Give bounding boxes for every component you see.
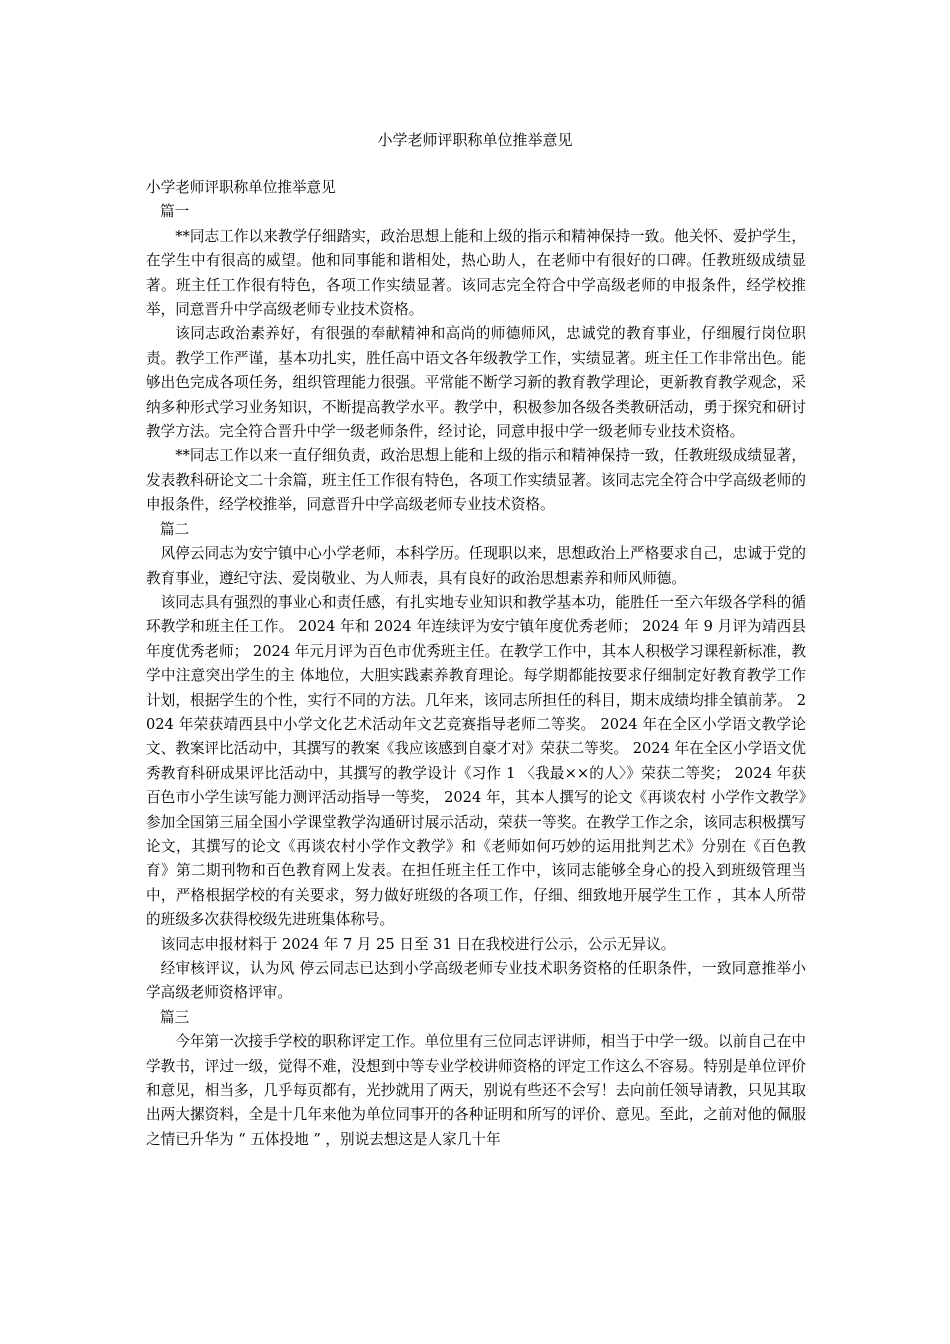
document-heading: 小学老师评职称单位推举意见	[146, 179, 336, 196]
paragraph: 该同志申报材料于 2024 年 7 月 25 日至 31 日在我校进行公示，公示无异议。	[160, 935, 676, 953]
paragraph: **同志工作以来教学仔细踏实，政治思想上能和上级的指示和精神保持一致。他关怀、爱护学生，在学生中有很高的威望。他和同事能和谐相处，热心助人，在老师中有很好的口碑。任教班级成绩显著。班主任工作很有特色，各项工作实绩显著。该同志完全符合中学高级老师的申报条件，经学校推举，同意晋升中学高级老师专业技术资格。	[146, 227, 806, 319]
document-body	[146, 176, 806, 1152]
paragraph: 篇二	[160, 520, 190, 538]
paragraph: 篇三	[160, 1008, 190, 1026]
paragraph: 该同志政治素养好，有很强的奉献精神和高尚的师德师风，忠诚党的教育事业，仔细履行岗位职责。教学工作严谨，基本功扎实，胜任高中语文各年级教学工作，实绩显著。班主任工作非常出色。能够出色完成各项任务，组织管理能力很强。平常能不断学习新的教育教学理论，更新教育教学观念，采纳多种形式学习业务知识，不断提高教学水平。教学中，积极参加各级各类教研活动，勇于探究和研讨教学方法。完全符合晋升中学一级老师条件，经讨论，同意申报中学一级老师专业技术资格。	[146, 325, 806, 441]
paragraph: 风停云同志为安宁镇中心小学老师，本科学历。任现职以来，思想政治上严格要求自己，忠诚于党的教育事业，遵纪守法、爱岗敬业、为人师表，具有良好的政治思想素养和师风师德。	[146, 545, 806, 587]
paragraph: 该同志具有强烈的事业心和责任感，有扎实地专业知识和教学基本功，能胜任一至六年级各学科的循环教学和班主任工作。 2024 年和 2024 年连续评为安宁镇年度优秀老师； 2024 年 9 月评为靖西县年度优秀老师； 2024 年元月评为百色市优秀班主任。在教学工作中，其本人积极学习课程新标准，教学中注意突出学生的主 体地位，大胆实践素养教育理论。每学期都能按要求仔细制定好教育教学工作计划，根据学生的个性，实行不同的方法。几年来，该同志所担任的科目，期末成绩均排全镇前茅。 2024 年荣获靖西县中小学文化艺术活动年文艺竞赛指导老师二等奖。 2024 年在全区小学语文教学论文、教案评比活动中，其撰写的教案《我应该感到自豪才对》荣获二等奖。 2024 年在全区小学语文优秀教育科研成果评比活动中，其撰写的教学设计《习作 1 〈我最××的人〉》荣获二等奖； 2024 年获百色市小学生读写能力测评活动指导一等奖， 2024 年，其本人撰写的论文《再谈农村 小学作文教学》参加全国第三届全国小学课堂教学沟通研讨展示活动，荣获一等奖。在教学工作之余，该同志积极撰写论文，其撰写的论文《再谈农村小学作文教学》和《老师如何巧妙的运用批判艺术》分别在《百色教育》第二期刊物和百色教育网上发表。在担任班主任工作中，该同志能够全身心的投入到班级管理当中，严格根据学校的有关要求，努力做好班级的各项工作，仔细、细致地开展学生工作 ，其本人所带的班级多次获得校级先进班集体称号。	[146, 593, 806, 929]
paragraph: 经审核评议，认为风 停云同志已达到小学高级老师专业技术职务资格的任职条件，一致同意推举小学高级老师资格评审。	[146, 960, 806, 1002]
paragraph: 篇一	[160, 203, 190, 221]
paragraph: 今年第一次接手学校的职称评定工作。单位里有三位同志评讲师，相当于中学一级。以前自己在中学教书，评过一级，觉得不难，没想到中等专业学校讲师资格的评定工作这么不容易。特别是单位评价和意见，相当多，几乎每页都有，光抄就用了两天，别说有些还不会写！去向前任领导请教，只见其取出两大摞资料，全是十几年来他为单位同事开的各种证明和所写的评价、意见。至此，之前对他的佩服之情已升华为 “ 五体投地 ” ，别说去想这是人家几十年	[146, 1033, 806, 1148]
document-title: 小学老师评职称单位推举意见	[377, 131, 573, 149]
paragraph: **同志工作以来一直仔细负责，政治思想上能和上级的指示和精神保持一致，任教班级成绩显著，发表教科研论文二十余篇，班主任工作很有特色，各项工作实绩显著。该同志完全符合中学高级老师的申报条件，经学校推举，同意晋升中学高级老师专业技术资格。	[146, 447, 806, 514]
